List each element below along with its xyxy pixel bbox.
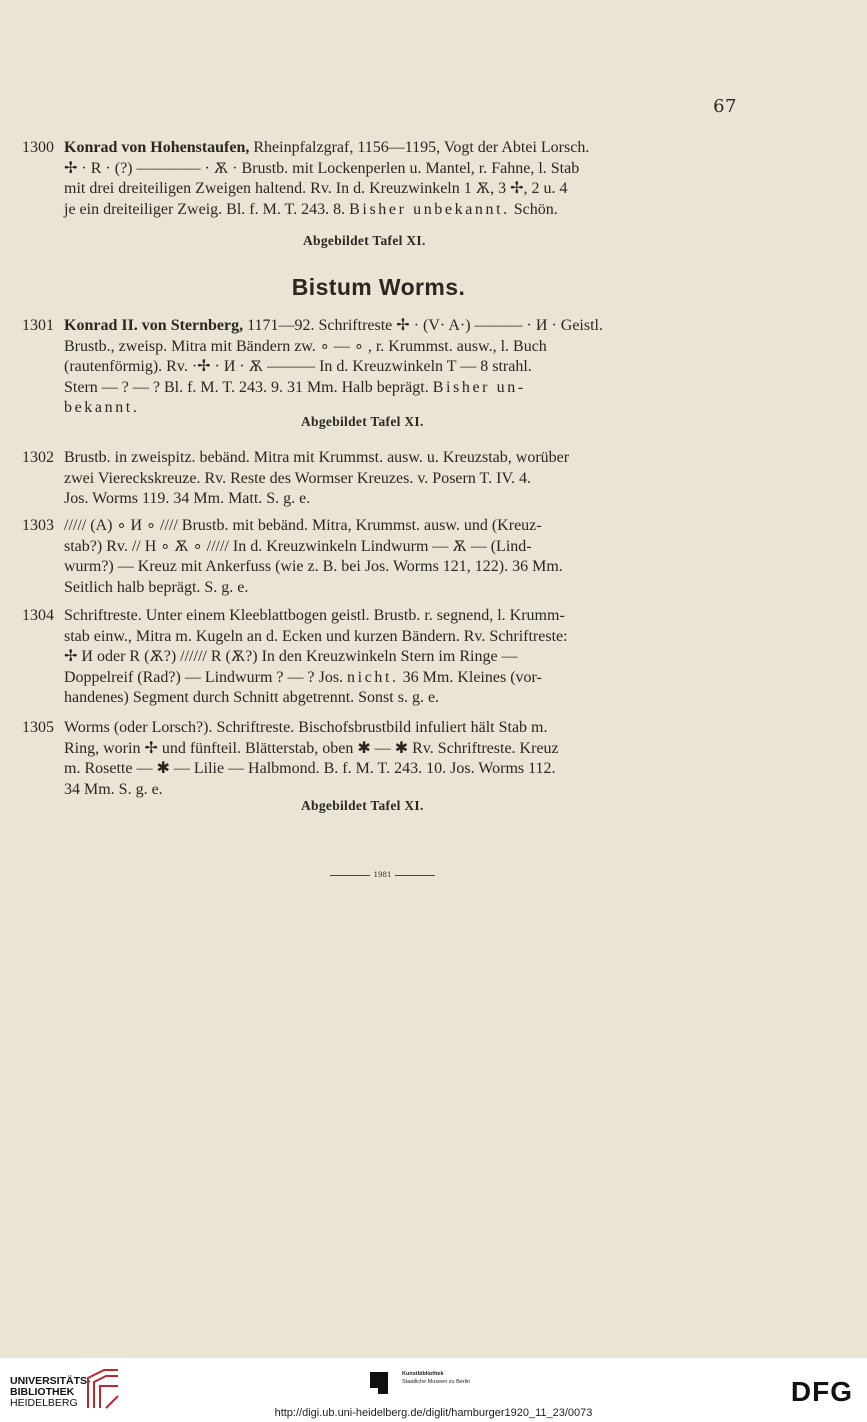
entry-number: 1303 bbox=[22, 517, 54, 534]
entry-line: bekannt. bbox=[64, 399, 140, 417]
entry-number: 1302 bbox=[22, 449, 54, 466]
catalog-entry-1301 bbox=[22, 316, 740, 419]
entry-line: ✢ И oder R (Ѫ?) ////// R (Ѫ?) In den Kreuzwinkeln Stern im Ringe — bbox=[64, 648, 518, 666]
ub-heidelberg-mark-icon bbox=[84, 1366, 122, 1410]
entry-line: 34 Mm. S. g. e. bbox=[64, 780, 163, 798]
entry-line: je ein dreiteiliger Zweig. Bl. f. M. T. 243. 8. Bisher unbekannt. Schön. bbox=[64, 200, 558, 218]
entry-number: 1300 bbox=[22, 139, 54, 156]
end-ornament bbox=[330, 873, 435, 879]
catalog-entry-1304 bbox=[22, 606, 740, 709]
catalog-entry-1300 bbox=[22, 138, 740, 220]
entry-line: handenes) Segment durch Schnitt abgetrennt. Sonst s. g. e. bbox=[64, 689, 440, 707]
entry-line: (rautenförmig). Rv. ·✢ · И · Ѫ ——— In d. Kreuzwinkeln T — 8 strahl. bbox=[64, 358, 532, 376]
figure-reference: Abgebildet Tafel XI. bbox=[303, 233, 426, 248]
page-number: 67 bbox=[713, 96, 737, 117]
entry-line: Schriftreste. Unter einem Kleeblattbogen geistl. Brustb. r. segnend, l. Krumm- bbox=[64, 607, 565, 624]
figure-reference: Abgebildet Tafel XI. bbox=[301, 798, 424, 813]
entry-line: Brustb. in zweispitz. bebänd. Mitra mit Krummst. ausw. u. Kreuzstab, worüber bbox=[64, 449, 570, 466]
catalog-entry-1302 bbox=[22, 448, 740, 510]
entry-line: zwei Viereckskreuze. Rv. Reste des Wormser Kreuzes. v. Posern T. IV. 4. bbox=[64, 469, 531, 487]
entry-name: Konrad II. von Sternberg, bbox=[64, 317, 244, 334]
permalink-url[interactable]: http://digi.ub.uni-heidelberg.de/diglit/hamburger1920_11_23/0073 bbox=[274, 1407, 593, 1419]
entry-number: 1305 bbox=[22, 719, 54, 736]
kunstbibliothek-mark-icon bbox=[370, 1372, 396, 1394]
entry-name: Konrad von Hohenstaufen, bbox=[64, 139, 250, 156]
entry-number: 1301 bbox=[22, 317, 54, 334]
entry-line: Konrad von Hohenstaufen, Rheinpfalzgraf, 1156—1195, Vogt der Abtei Lorsch. bbox=[64, 139, 590, 156]
catalog-entry-1305 bbox=[22, 718, 740, 800]
unknown-note: Bisher un- bbox=[432, 378, 526, 396]
section-title: Bistum Worms. bbox=[291, 274, 466, 300]
entry-line: ✢ · R · (?) ———— · Ѫ · Brustb. mit Lockenperlen u. Mantel, r. Fahne, l. Stab bbox=[64, 159, 580, 177]
entry-line: wurm?) — Kreuz mit Ankerfuss (wie z. B. bei Jos. Worms 121, 122). 36 Mm. bbox=[64, 558, 563, 576]
catalog-entry-1303 bbox=[22, 516, 740, 598]
entry-line: Worms (oder Lorsch?). Schriftreste. Bischofsbrustbild infuliert hält Stab m. bbox=[64, 719, 548, 736]
entry-line: Brustb., zweisp. Mitra mit Bändern zw. ∘ — ∘ , r. Krummst. ausw., l. Buch bbox=[64, 337, 547, 355]
ornament-label: 1981 bbox=[370, 871, 395, 879]
entry-line: stab?) Rv. // H ∘ Ѫ ∘ ///// In d. Kreuzwinkeln Lindwurm — Ѫ — (Lind- bbox=[64, 537, 532, 555]
ub-heidelberg-logo[interactable]: UNIVERSITÄTS- BIBLIOTHEK HEIDELBERG bbox=[10, 1375, 91, 1409]
entry-line: Seitlich halb beprägt. S. g. e. bbox=[64, 578, 249, 596]
entry-line: Konrad II. von Sternberg, 1171—92. Schriftreste ✢ · (V· A·) ——— · И · Geistl. bbox=[64, 317, 603, 334]
entry-line: Doppelreif (Rad?) — Lindwurm ? — ? Jos. nicht. 36 Mm. Kleines (vor- bbox=[64, 668, 542, 686]
entry-line: Stern — ? — ? Bl. f. M. T. 243. 9. 31 Mm. Halb beprägt. Bisher un- bbox=[64, 378, 526, 396]
unknown-note: Bisher unbekannt. bbox=[349, 200, 510, 218]
figure-reference: Abgebildet Tafel XI. bbox=[301, 414, 424, 429]
entry-line: ///// (A) ∘ И ∘ //// Brustb. mit bebänd. Mitra, Krummst. ausw. und (Kreuz- bbox=[64, 517, 542, 534]
dfg-logo[interactable]: DFG bbox=[790, 1376, 853, 1407]
entry-line: m. Rosette — ✱ — Lilie — Halbmond. B. f. M. T. 243. 10. Jos. Worms 112. bbox=[64, 760, 556, 778]
footer: UNIVERSITÄTS- BIBLIOTHEK HEIDELBERG Kunstbibliothek Staatliche Museen zu Berlin DFG http://digi.ub.uni-heidelberg.de/diglit/hamburger1920_11_23/0073 bbox=[0, 1358, 867, 1422]
entry-line: stab einw., Mitra m. Kugeln an d. Ecken und kurzen Bändern. Rv. Schriftreste: bbox=[64, 627, 568, 645]
entry-number: 1304 bbox=[22, 607, 54, 624]
entry-line: Ring, worin ✢ und fünfteil. Blätterstab, oben ✱ — ✱ Rv. Schriftreste. Kreuz bbox=[64, 739, 559, 757]
entry-line: mit drei dreiteiligen Zweigen haltend. Rv. In d. Kreuzwinkeln 1 Ѫ, 3 ✢, 2 u. 4 bbox=[64, 180, 568, 198]
entry-line: Jos. Worms 119. 34 Mm. Matt. S. g. e. bbox=[64, 490, 311, 508]
